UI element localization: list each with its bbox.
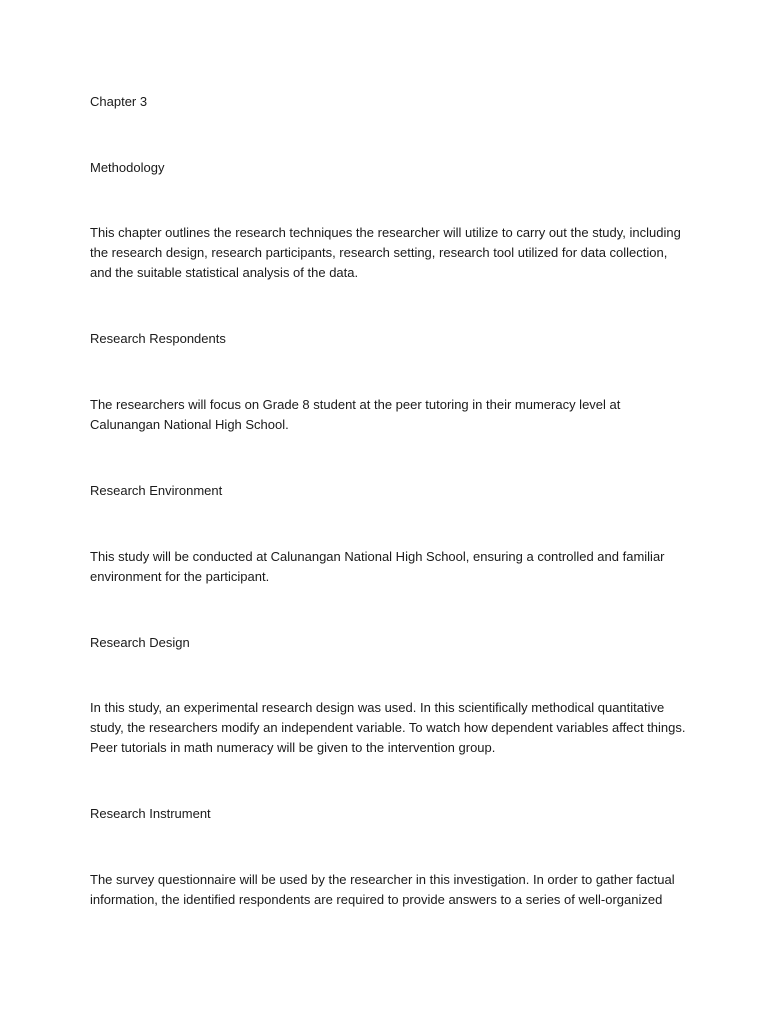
intro-paragraph-line-2: the research design, research participants, research setting, research tool utilized for data collection, xyxy=(90,245,668,260)
chapter-title: Chapter 3 xyxy=(90,94,148,109)
respondents-paragraph-line-1: The researchers will focus on Grade 8 student at the peer tutoring in their mumeracy level at xyxy=(90,397,621,412)
methodology-heading: Methodology xyxy=(90,160,165,175)
instrument-paragraph-line-1: The survey questionnaire will be used by the researcher in this investigation. In order to gather factual xyxy=(90,872,675,887)
design-paragraph-line-1: In this study, an experimental research design was used. In this scientifically methodical quantitative xyxy=(90,700,665,715)
instrument-heading: Research Instrument xyxy=(90,806,211,821)
environment-paragraph-line-2: environment for the participant. xyxy=(90,569,270,584)
design-paragraph-line-2: study, the researchers modify an independent variable. To watch how dependent variables affect things. xyxy=(90,720,686,735)
environment-heading: Research Environment xyxy=(90,483,223,498)
environment-paragraph-line-1: This study will be conducted at Calunangan National High School, ensuring a controlled and familiar xyxy=(90,549,665,564)
instrument-paragraph-line-2: information, the identified respondents are required to provide answers to a series of well-organized xyxy=(90,892,663,907)
intro-paragraph-line-1: This chapter outlines the research techniques the researcher will utilize to carry out the study, including xyxy=(90,225,681,240)
respondents-paragraph-line-2: Calunangan National High School. xyxy=(90,417,289,432)
respondents-heading: Research Respondents xyxy=(90,331,226,346)
intro-paragraph-line-3: and the suitable statistical analysis of the data. xyxy=(90,265,359,280)
design-paragraph-line-3: Peer tutorials in math numeracy will be given to the intervention group. xyxy=(90,740,496,755)
design-heading: Research Design xyxy=(90,635,190,650)
